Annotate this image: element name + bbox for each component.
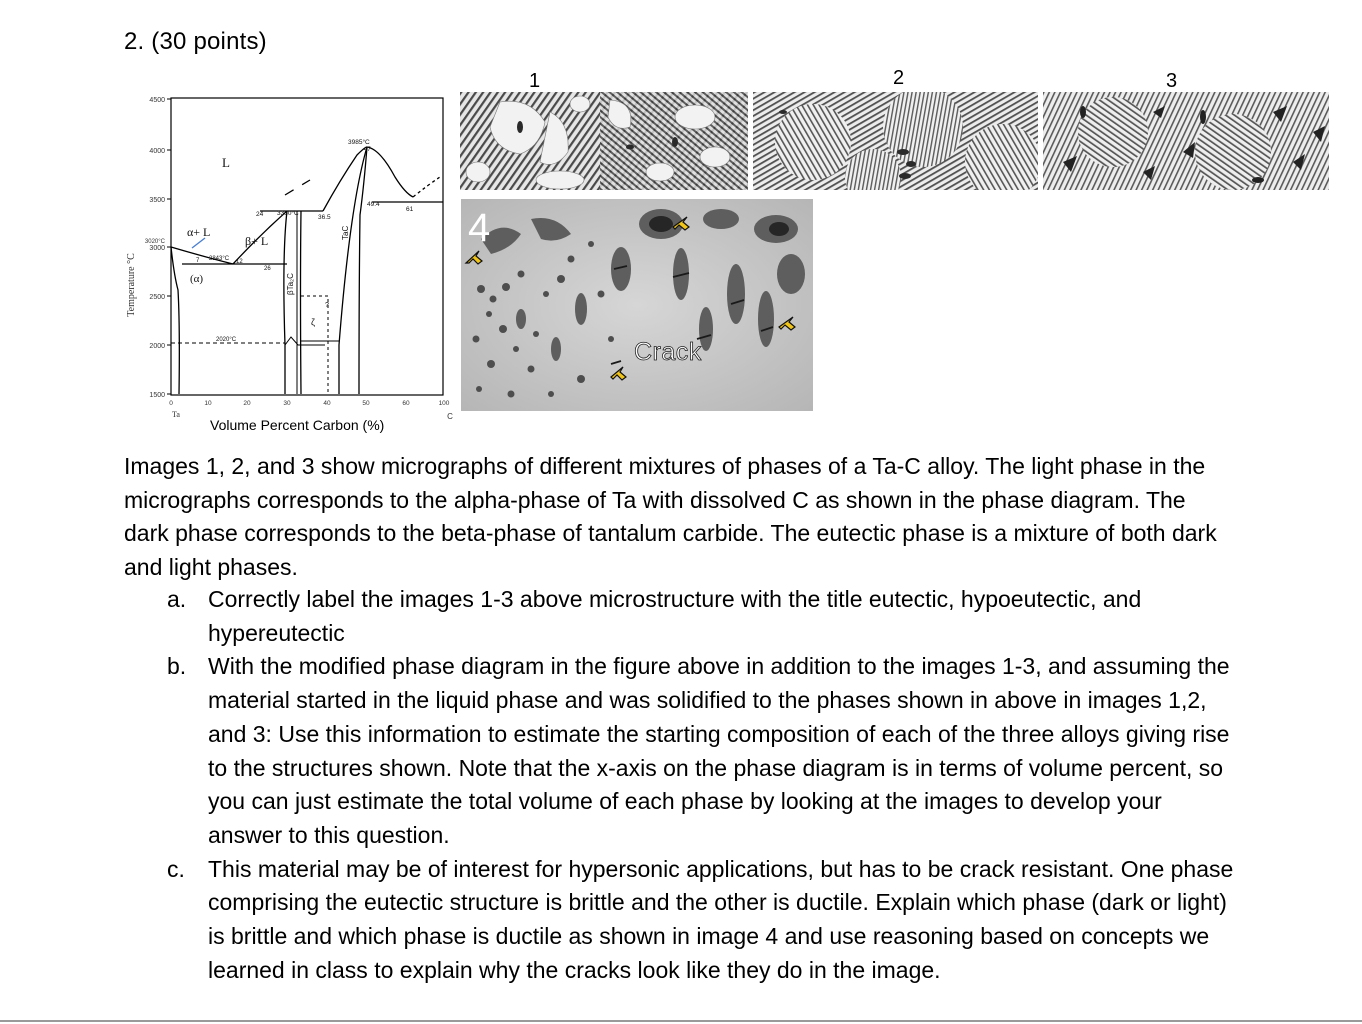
question-a-text: Correctly label the images 1-3 above microstructure with the title eutectic, hypoeutectic, and hypereutectic: [208, 586, 1142, 646]
micrograph-4: [461, 199, 813, 411]
page-bottom-rule: [0, 1020, 1362, 1022]
x-tick: 10: [204, 400, 212, 407]
beta-left: [284, 211, 287, 394]
micrograph-1: [460, 92, 748, 190]
question-b: [124, 650, 1234, 852]
label-liquid: L: [222, 155, 230, 170]
question-heading: 2. (30 points): [124, 28, 267, 55]
y-tick-extra: 3020°C: [144, 239, 165, 245]
micrograph-2: [753, 92, 1038, 190]
y-tick: 1500: [149, 392, 165, 399]
y-tick: 3000: [149, 245, 165, 252]
label-alpha: (α): [190, 273, 204, 285]
x-right-label: C: [447, 412, 453, 421]
phase-diagram-svg: [110, 85, 460, 425]
phase-diagram: [110, 85, 460, 425]
x-left-label: Ta: [172, 410, 180, 419]
image-1-number: 1: [529, 70, 541, 92]
label-2020: 2020°C: [216, 337, 237, 343]
label-3330: 3330°C: [277, 210, 299, 217]
alpha-l-arrow: [192, 238, 205, 248]
question-a-marker: a.: [167, 586, 187, 612]
y-tick: 2500: [149, 294, 165, 301]
liquidus-graphite: [413, 177, 440, 197]
x-tick: 60: [402, 400, 410, 407]
x-tick: 50: [362, 400, 370, 407]
liquidus-tac-right: [367, 147, 413, 197]
x-tick: 30: [283, 400, 291, 407]
image-4-number: 4: [468, 206, 491, 250]
label-2843: 2843°C: [209, 256, 230, 262]
plot-frame: [171, 98, 443, 395]
label-zeta: ζ: [311, 317, 315, 327]
x-axis-title: Volume Percent Carbon (%): [210, 417, 385, 433]
label-beta-ta2c: βTa₂C: [286, 273, 295, 295]
label-question: ?: [325, 302, 329, 309]
x-tick: 100: [438, 400, 450, 407]
tac-solidus-right: [359, 147, 367, 394]
label-61: 61: [406, 206, 414, 213]
crack-label: Crack: [634, 338, 702, 366]
label-24: 24: [256, 211, 264, 218]
intro-paragraph: Images 1, 2, and 3 show micrographs of different mixtures of phases of a Ta-C alloy. The light phase in the micrographs corresponds to the alpha-phase of Ta with dissolved C as shown in the phase diagram. The dark phase corresponds to the beta-phase of tantalum carbide. The eutectic phase is a mixture of both dark and light phases.: [124, 453, 1217, 581]
alpha-solvus: [171, 247, 179, 394]
question-c: [124, 853, 1234, 988]
question-c-text: This material may be of interest for hypersonic applications, but has to be crack resistant. One phase comprising the eutectic structure is brittle and the other is ductile. Explain which phase (dark or light) is brittle and which phase is ductile as shown in image 4 and use reasoning based on concepts we learned in class to explain why the cracks look like they do in the image.: [208, 855, 1234, 983]
y-tick: 2000: [149, 343, 165, 350]
y-axis-label: Temperature °C: [126, 253, 137, 317]
label-49-4: 49.4: [367, 201, 380, 208]
image-2-number: 2: [893, 67, 905, 89]
question-list: [124, 583, 1234, 987]
y-tick: 4000: [149, 148, 165, 155]
liquidus-dashed: [285, 180, 310, 195]
label-47: 47: [364, 147, 371, 153]
beta-right: [301, 211, 302, 394]
micrograph-3: [1043, 92, 1329, 190]
label-3985: 3985°C: [348, 139, 370, 146]
x-tick: 40: [323, 400, 331, 407]
x-tick: 0: [169, 400, 173, 407]
y-tick: 3500: [149, 197, 165, 204]
question-b-marker: b.: [167, 653, 187, 680]
label-tac: TaC: [341, 225, 350, 240]
image-3-number: 3: [1166, 70, 1178, 92]
label-26: 26: [264, 266, 271, 272]
liquidus-tac-left: [323, 147, 367, 211]
y-tick: 4500: [149, 97, 165, 104]
x-tick: 20: [243, 400, 251, 407]
question-a: [124, 583, 1234, 650]
question-c-marker: c.: [167, 855, 185, 882]
label-beta-liquid: β+ L: [245, 234, 269, 248]
label-7: 7: [196, 258, 200, 264]
label-12: 12: [236, 259, 243, 265]
label-alpha-liquid: α+ L: [187, 225, 211, 239]
label-36-5: 36.5: [318, 214, 331, 221]
question-b-text: With the modified phase diagram in the figure above in addition to the images 1-3, and assuming the material started in the liquid phase and was solidified to the phases shown in above in images 1,2, and 3: Use this information to estimate the starting composition of each of the three alloys giving rise to the structures shown. Note that the x-axis on the phase diagram is in terms of volume percent, so you can just estimate the total volume of each phase by looking at the images to develop your answer to this question.: [208, 653, 1230, 848]
tac-solidus-left: [339, 147, 367, 394]
